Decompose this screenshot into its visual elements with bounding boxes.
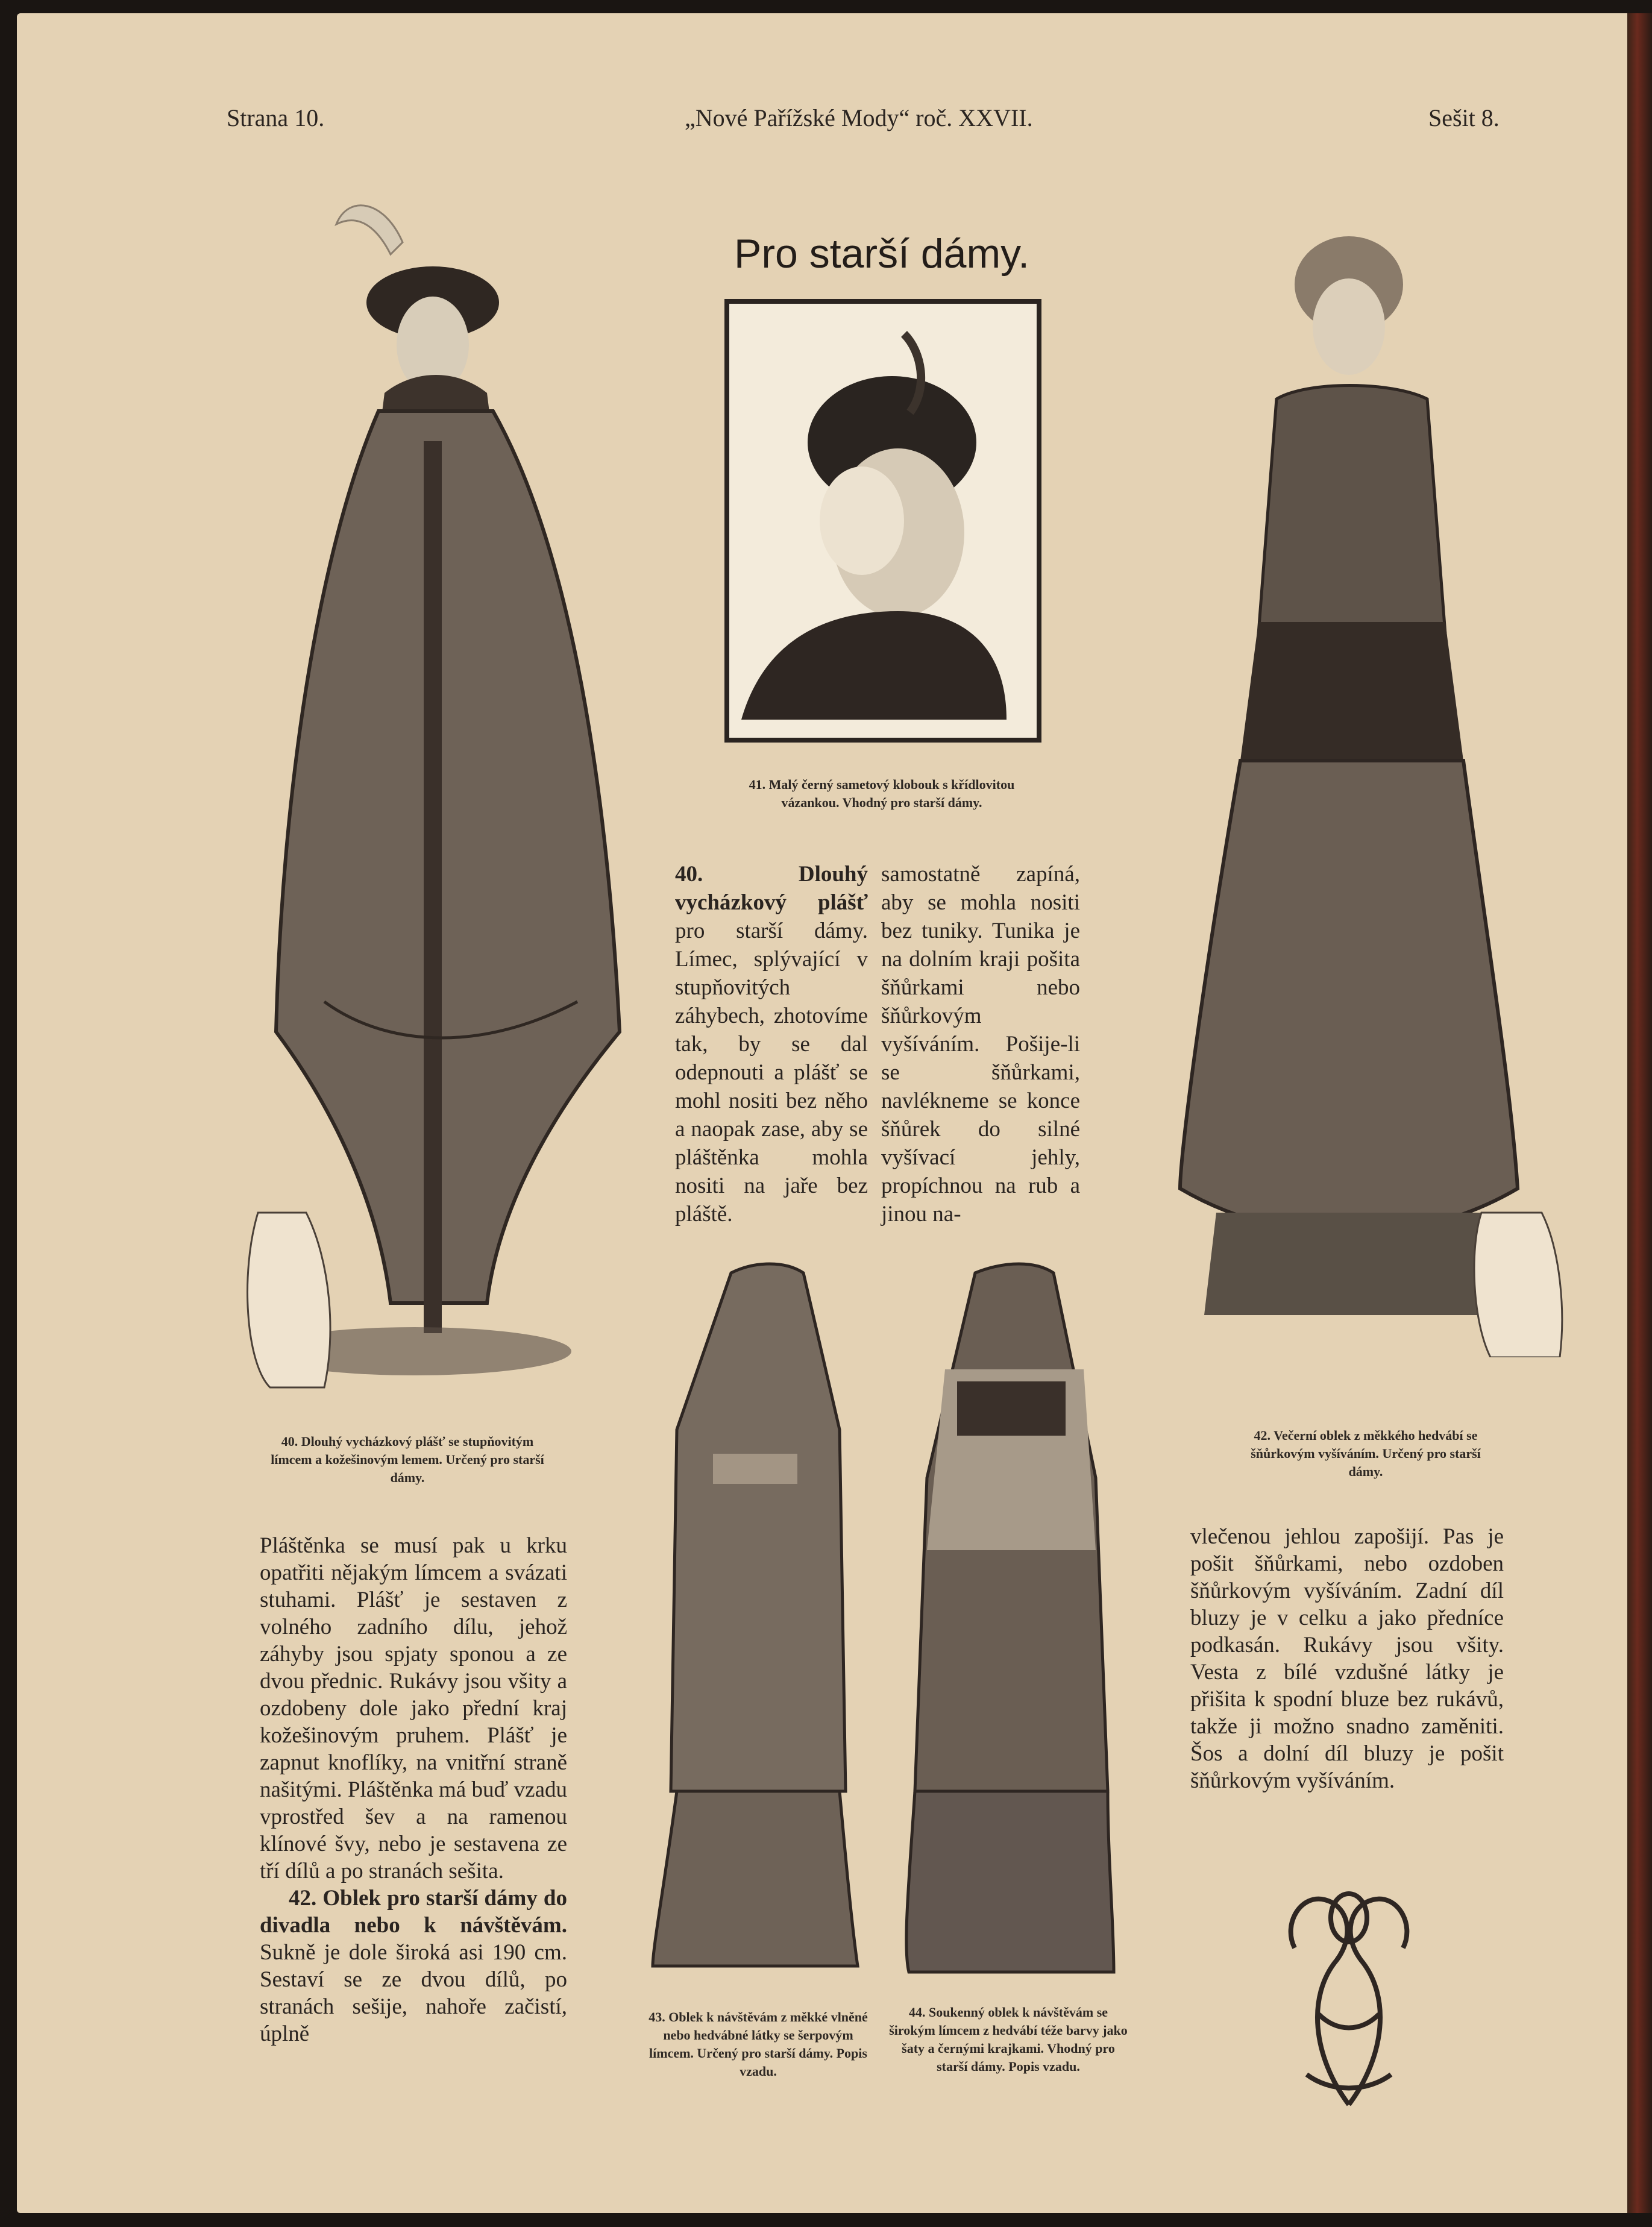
article-column-2	[881, 860, 1080, 1228]
article-40-end: Pláštěnka se musí pak u krku opatřiti nějakým límcem a svázati stuhami. Plášť je sestaven z volného zadního dílu, jehož záhyby jsou spjaty sponou a ze dvou přednic. Rukávy jsou všity a ozdobeny dole jako přední kraj kožešinovým pruhem. Plášť je zapnut knoflíky, na vnitřní straně našitými. Pláštěnka má buď vzadu vprostřed šev a na ramenou klínové švy, nebo je sestavena ze tří dílů a po stranách sešita.	[260, 1533, 567, 1883]
art-nouveau-ornament	[1270, 1876, 1427, 2111]
article-42-continued: vlečenou jehlou zapošijí. Pas je pošit šňůrkami, nebo ozdoben šňůrkovým vyšíváním. Zadní díl bluzy je v celku a jako předníce podkasán. Rukávy jsou všity. Vesta z bílé vzdušné látky je přišita k spodní bluze bez rukávů, takže ji možno snadno zaměniti. Šos a dolní díl bluzy je pošit šňůrkovým vyšíváním.	[1190, 1524, 1504, 1793]
caption-fig40: 40. Dlouhý vycházkový plášť se stupňovitým límcem a kožešinovým lemem. Určený pro starší dámy.	[271, 1434, 544, 1485]
article-column-3	[260, 1532, 567, 2047]
article-42-text: Sukně je dole široká asi 190 cm. Sestaví se ze dvou dílů, po stranách sešije, nahoře začistí, úplně	[260, 1940, 567, 2046]
article-column-1	[675, 860, 868, 1228]
header-publication: „Nové Pařížské Mody“ roč. XXVII.	[685, 104, 1033, 131]
article-40-text: pro starší dámy. Límec, splývající v stupňovitých záhybech, zhotovíme tak, by se dal odepnouti a plášť se mohl nositi bez něho a naopak zase, aby se pláštěnka mohla nositi na jaře bez pláště.	[675, 919, 868, 1227]
caption-fig41: 41. Malý černý sametový klobouk s křídlovitou vázankou. Vhodný pro starší dámy.	[749, 777, 1015, 810]
illustration-fig44-wool-dress	[891, 1249, 1126, 1996]
article-40-continued: samostatně zapíná, aby se mohla nositi bez tuniky. Tunika je na dolním kraji pošita šňůrkami nebo šňůrkovým vyšíváním. Pošije-li se šňůrkami, navlékneme se konce šňůrek do silné vyšívací jehly, propíchnou na rub a jinou na-	[881, 862, 1080, 1227]
article-42-heading: 42. Oblek pro starší dámy do divadla nebo k návštěvám.	[260, 1886, 567, 1938]
illustration-fig43-visiting-dress	[641, 1249, 870, 1996]
illustration-fig40-cape	[234, 188, 668, 1406]
page-edge	[1627, 13, 1652, 2213]
header-issue: Sešit 8.	[1428, 104, 1500, 131]
page-title: Pro starší dámy.	[734, 231, 1029, 277]
article-40-heading: 40. Dlouhý vycházkový plášť	[675, 862, 868, 915]
illustration-fig42-evening-outfit	[1144, 188, 1602, 1357]
header-page-number: Strana 10.	[227, 104, 325, 131]
caption-fig44: 44. Soukenný oblek k návštěvám se širokým límcem z hedvábí téže barvy jako šaty a černými krajkami. Vhodný pro starší dámy. Popis vzadu.	[889, 2005, 1128, 2074]
article-column-4	[1190, 1523, 1504, 1794]
illustration-fig41-hat-portrait	[723, 298, 1043, 744]
caption-fig43: 43. Oblek k návštěvám z měkké vlněné nebo hedvábné látky se šerpovým límcem. Určený pro starší dámy. Popis vzadu.	[649, 2009, 868, 2079]
caption-fig42: 42. Večerní oblek z měkkého hedvábí se šňůrkovým vyšíváním. Určený pro starší dámy.	[1251, 1428, 1481, 1479]
magazine-page	[17, 13, 1638, 2213]
